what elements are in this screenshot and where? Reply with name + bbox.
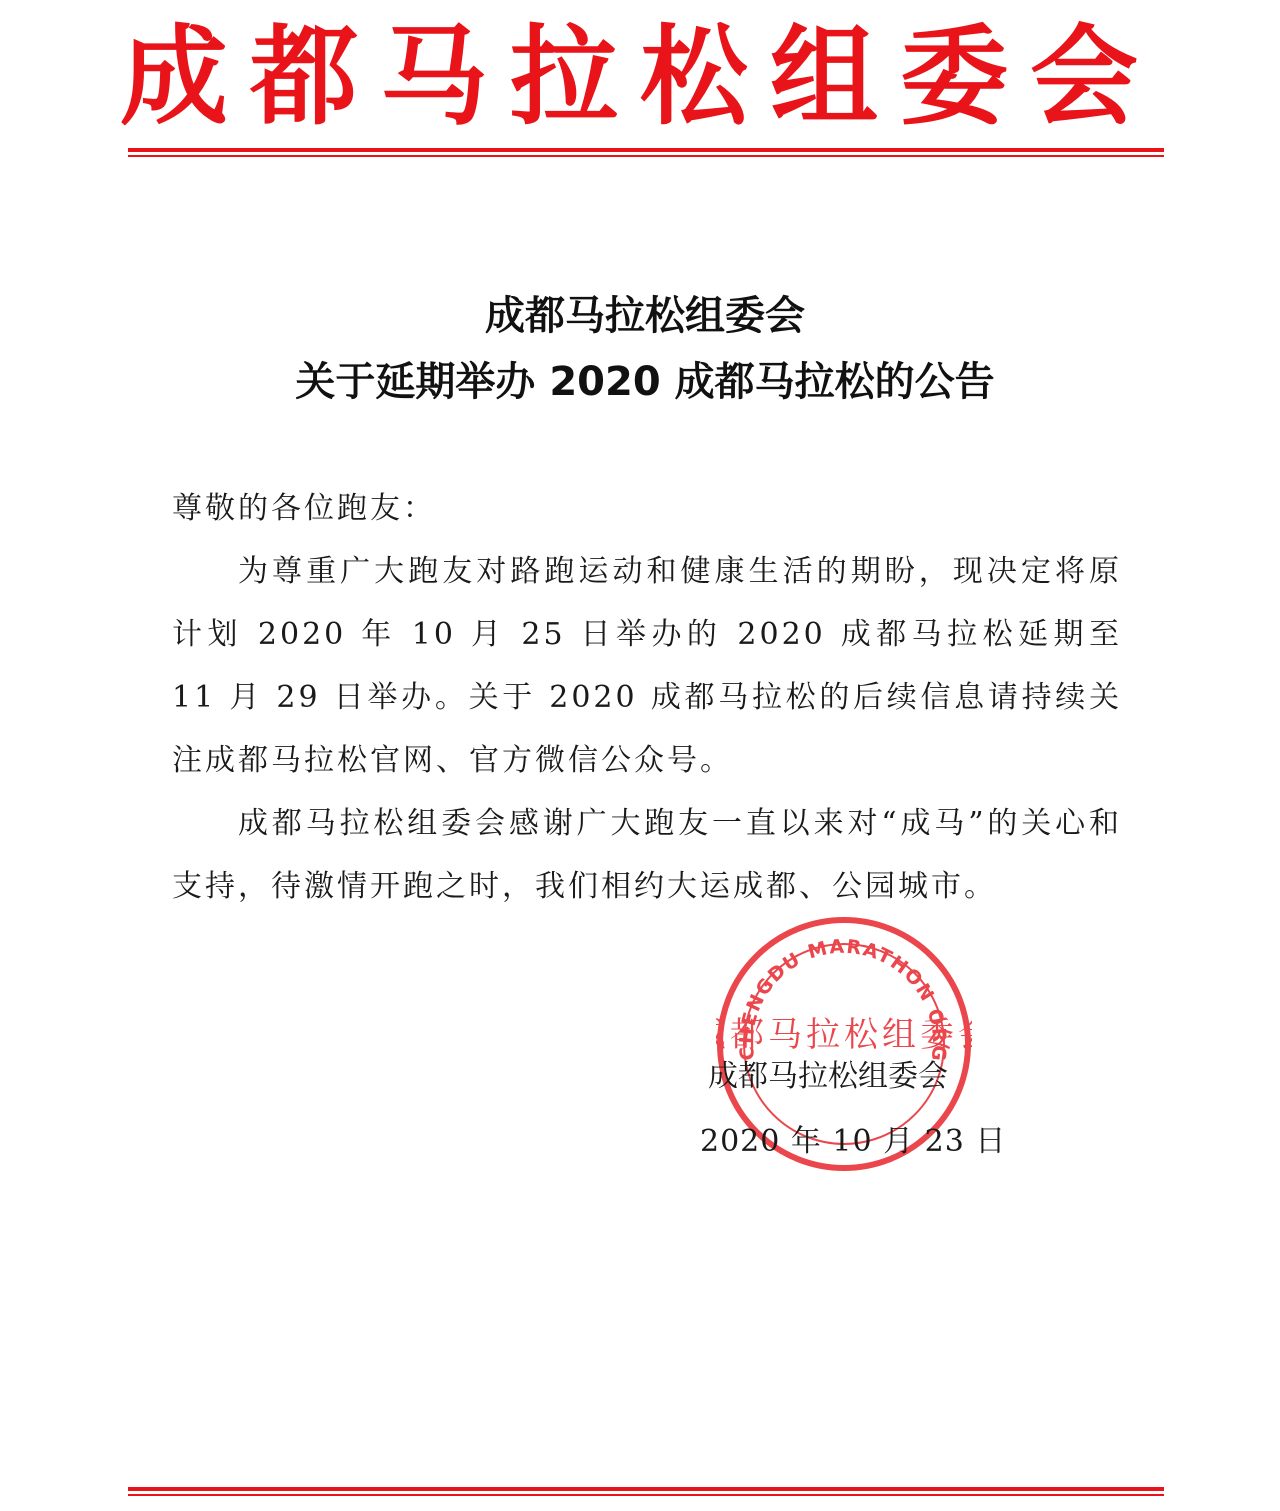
seal-outer-text: CHENGDU MARATHON ORG (735, 935, 951, 1064)
letterhead-title: 成都马拉松组委会 (119, 15, 1160, 140)
seal-inner-text: 都马拉松组委 (729, 1015, 958, 1055)
signature-date: 2020 年 10 月 23 日 (700, 1124, 1007, 1159)
paragraph-2: 成都马拉松组委会感谢广大跑友一直以来对“成马”的关心和支持，待激情开跑之时，我们相约大运成都、公园城市。 (172, 806, 1122, 904)
paragraph-1: 为尊重广大跑友对路跑运动和健康生活的期盼，现决定将原计划 2020 年 10 月 25 日举办的 2020 成都马拉松延期至 11 月 29 日举办。关于 2020 成都马拉松的后续信息请持续关注成都马拉松官网、官方微信公众号。 (172, 554, 1122, 778)
header-divider (128, 148, 1164, 157)
notice-title-line1: 成都马拉松组委会 (485, 293, 805, 339)
footer-divider (128, 1487, 1164, 1496)
signature-org: 成都马拉松组委会 (708, 1059, 948, 1094)
notice-title-line2: 关于延期举办 2020 成都马拉松的公告 (295, 359, 995, 405)
salutation: 尊敬的各位跑友： (172, 491, 436, 526)
